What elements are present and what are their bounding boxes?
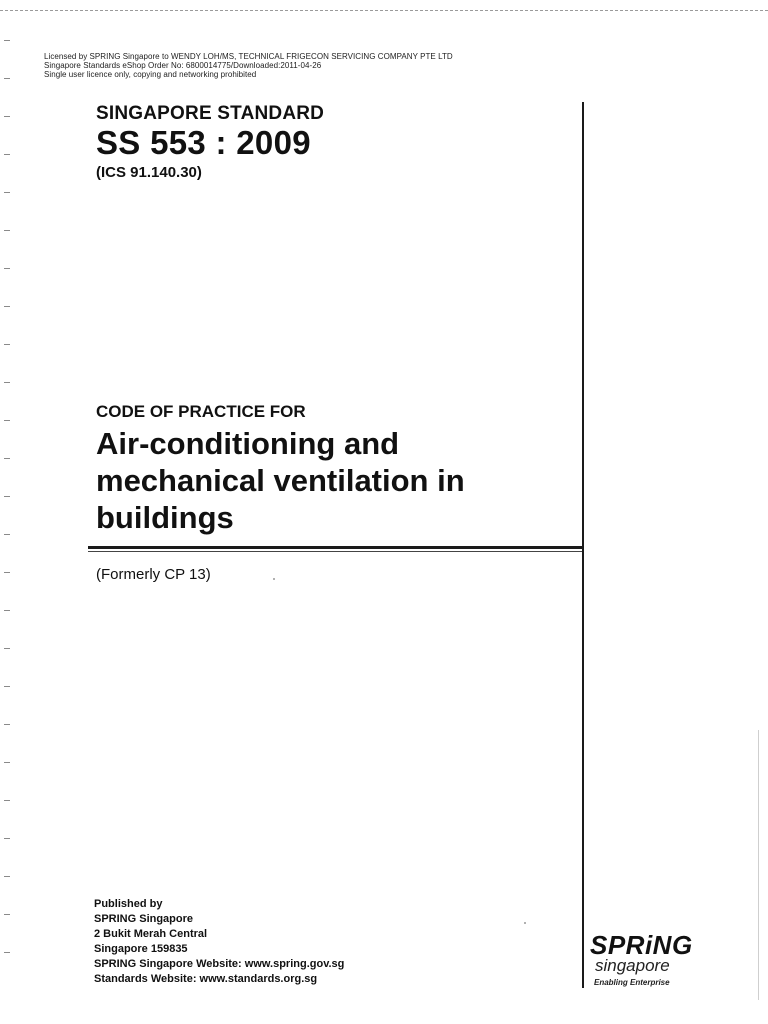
scan-speck [524,922,526,924]
scan-margin-tick [4,420,10,421]
scan-margin-tick [4,268,10,269]
scan-margin-tick [4,496,10,497]
scan-margin-tick [4,914,10,915]
publisher-line-3: 2 Bukit Merah Central [94,928,208,940]
publisher-block [94,897,344,987]
scan-speck [273,578,275,580]
scan-margin-tick [4,230,10,231]
license-line-2: Singapore Standards eShop Order No: 6800014775/Downloaded:2011-04-26 [44,61,322,70]
spring-singapore-logo [590,932,700,987]
publisher-line-6: Standards Website: www.standards.org.sg [94,973,318,985]
scan-margin-tick [4,382,10,383]
license-line-3: Single user licence only, copying and networking prohibited [44,70,257,79]
title-line-3: buildings [96,500,234,535]
vertical-divider [582,102,584,988]
scan-margin-tick [4,800,10,801]
ics-code: (ICS 91.140.30) [96,164,202,181]
publisher-line-1: Published by [94,898,163,910]
standard-label: SINGAPORE STANDARD [96,103,325,124]
license-line-1: Licensed by SPRING Singapore to WENDY LOH/MS, TECHNICAL FRIGECON SERVICING COMPANY PTE LTD [44,52,453,61]
title-underline-thick [88,546,582,549]
publisher-line-5: SPRING Singapore Website: www.spring.gov.sg [94,958,345,970]
standard-number: SS 553 : 2009 [96,124,311,161]
scan-margin-tick [4,534,10,535]
scan-margin-tick [4,724,10,725]
scan-edge-line [0,10,768,11]
scan-margin-tick [4,610,10,611]
document-title [96,425,576,536]
scan-margin-tick [4,458,10,459]
scan-margin-tick [4,306,10,307]
scan-margin-tick [4,686,10,687]
logo-tagline: Enabling Enterprise [594,978,670,987]
title-underline-thin [88,551,582,552]
scan-left-margin-marks [4,40,18,1000]
scan-margin-tick [4,116,10,117]
logo-subtitle: singapore [595,956,670,975]
scan-margin-tick [4,876,10,877]
formerly-note: (Formerly CP 13) [96,566,211,583]
scan-margin-tick [4,838,10,839]
license-notice [44,52,453,79]
scan-margin-tick [4,192,10,193]
scan-margin-tick [4,648,10,649]
scan-margin-tick [4,344,10,345]
title-prefix: CODE OF PRACTICE FOR [96,402,306,421]
publisher-line-2: SPRING Singapore [94,913,194,925]
publisher-line-4: Singapore 159835 [94,943,188,955]
scan-margin-tick [4,952,10,953]
title-line-2: mechanical ventilation in [96,463,465,498]
scan-margin-tick [4,154,10,155]
title-line-1: Air-conditioning and [96,426,400,461]
scan-margin-tick [4,78,10,79]
scan-right-edge [758,730,759,1000]
logo-wordmark: SPRiNG [590,930,693,960]
scan-margin-tick [4,572,10,573]
scan-margin-tick [4,40,10,41]
scan-margin-tick [4,762,10,763]
